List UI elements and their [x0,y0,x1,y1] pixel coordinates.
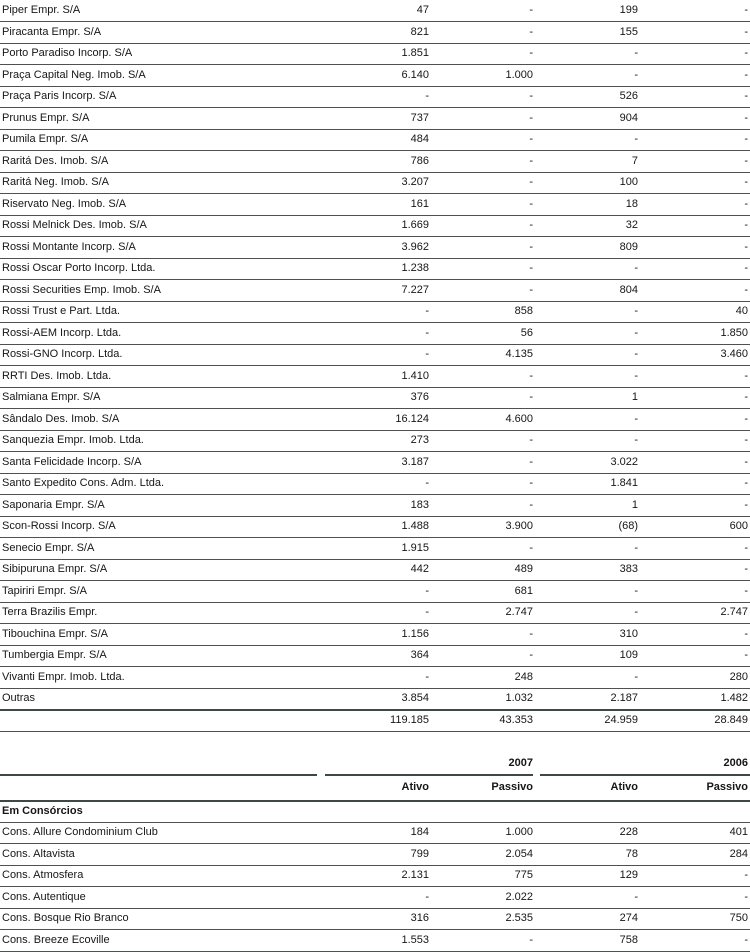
passivo-2006-cell: - [638,237,750,259]
company-name-cell: Vivanti Empr. Imob. Ltda. [0,667,310,689]
company-name-cell: Riservato Neg. Imob. S/A [0,194,310,216]
passivo-2006-cell: - [638,887,750,909]
passivo-2006-cell: - [638,194,750,216]
company-row [0,323,750,345]
ativo-2006-cell: (68) [533,516,638,538]
passivo-2006-cell: - [638,366,750,388]
ativo-2007-cell: 183 [310,495,429,517]
passivo-2006-cell: 284 [638,844,750,866]
passivo-2006-cell: - [638,452,750,474]
ativo-2006-cell: 7 [533,151,638,173]
company-row [0,172,750,194]
passivo-2007-cell: - [429,495,533,517]
ativo-2007-cell: 47 [310,0,429,22]
ativo-2006-cell: 2.187 [533,688,638,710]
company-name-cell: Sibipuruna Empr. S/A [0,559,310,581]
section-header-row [0,801,750,823]
passivo-2006-cell: - [638,624,750,646]
company-name-cell: Tapiriri Empr. S/A [0,581,310,603]
row-gap [317,887,325,909]
ativo-2006-cell: 274 [540,908,638,930]
passivo-2007-cell: - [429,387,533,409]
row-gap [533,930,540,952]
ativo-2007-cell: 799 [325,844,429,866]
company-row [0,151,750,173]
passivo-2007-cell: - [429,194,533,216]
passivo-2006-cell: 600 [638,516,750,538]
passivo-2006-cell: - [638,215,750,237]
row-gap [317,908,325,930]
ativo-2006-cell: 155 [533,22,638,44]
passivo-2007-cell: - [429,0,533,22]
ativo-2006-cell: 526 [533,86,638,108]
company-row [0,43,750,65]
passivo-2006-cell: - [638,280,750,302]
passivo-2007-cell: - [429,280,533,302]
company-row [0,624,750,646]
passivo-2007-cell: 2.747 [429,602,533,624]
total-passivo-2007: 43.353 [429,710,533,732]
passivo-2007-cell: - [429,366,533,388]
company-name-cell: Sândalo Des. Imob. S/A [0,409,310,431]
passivo-2006-cell: 280 [638,667,750,689]
passivo-2007-cell: 4.600 [429,409,533,431]
ativo-2007-cell: 821 [310,22,429,44]
passivo-2007-cell: - [429,129,533,151]
ativo-2006-cell: - [533,65,638,87]
passivo-2007-cell: 858 [429,301,533,323]
company-name-cell: Rossi Securities Emp. Imob. S/A [0,280,310,302]
passivo-2006-cell: - [638,495,750,517]
consortium-name-cell: Cons. Breeze Ecoville [0,930,317,952]
header-gap [533,775,540,801]
company-name-cell: Saponaria Empr. S/A [0,495,310,517]
passivo-2007-cell: - [429,172,533,194]
ativo-2007-cell: - [310,344,429,366]
passivo-2007-cell: 1.000 [429,65,533,87]
company-row [0,108,750,130]
ativo-2006-cell: 804 [533,280,638,302]
company-name-cell: Senecio Empr. S/A [0,538,310,560]
company-name-cell: Terra Brazilis Empr. [0,602,310,624]
consortium-row [0,822,750,844]
ativo-2007-cell: - [310,323,429,345]
ativo-2006-cell: 1 [533,495,638,517]
ativo-2007-cell: 737 [310,108,429,130]
passivo-2007-cell: - [429,430,533,452]
row-gap [533,865,540,887]
company-row [0,495,750,517]
passivo-2007-cell: 1.032 [429,688,533,710]
ativo-2007-cell: 16.124 [310,409,429,431]
company-name-cell: Santo Expedito Cons. Adm. Ltda. [0,473,310,495]
ativo-2007-cell: 2.131 [325,865,429,887]
company-row [0,0,750,22]
ativo-2006-cell: 228 [540,822,638,844]
ativo-2007-cell: - [310,473,429,495]
passivo-2006-cell: - [638,172,750,194]
passivo-2007-cell: - [429,645,533,667]
passivo-2006-cell: 1.850 [638,323,750,345]
row-gap [533,908,540,930]
company-row [0,65,750,87]
header-gap [317,775,325,801]
ativo-2006-cell: - [533,258,638,280]
company-row [0,301,750,323]
passivo-2006-cell: 1.482 [638,688,750,710]
ativo-2006-cell: - [533,667,638,689]
company-name-cell: Rossi Trust e Part. Ltda. [0,301,310,323]
ativo-2007-cell: 484 [310,129,429,151]
ativo-2006-cell: - [533,409,638,431]
passivo-2006-cell: - [638,129,750,151]
ativo-2006-cell: 758 [540,930,638,952]
company-row [0,280,750,302]
passivo-2006-cell: - [638,409,750,431]
table-spacer [0,732,750,753]
row-gap [533,822,540,844]
ativo-2007-cell: 1.915 [310,538,429,560]
company-row [0,366,750,388]
ativo-2006-cell: - [540,887,638,909]
ativo-2006-cell: - [533,323,638,345]
consortium-row [0,865,750,887]
header-gap [533,753,540,775]
company-row [0,22,750,44]
company-name-cell: Rossi Melnick Des. Imob. S/A [0,215,310,237]
company-name-cell: Prunus Empr. S/A [0,108,310,130]
ativo-2006-cell: - [533,430,638,452]
ativo-2007-cell: 3.962 [310,237,429,259]
section-label: Em Consórcios [0,801,750,823]
ativo-2007-cell: 364 [310,645,429,667]
total-passivo-2006: 28.849 [638,710,750,732]
consortiums-table [0,753,750,952]
passivo-2006-cell: - [638,930,750,952]
passivo-2006-cell: - [638,473,750,495]
passivo-2007-cell: - [429,624,533,646]
ativo-2006-cell: 310 [533,624,638,646]
company-row [0,452,750,474]
passivo-2007-header: Passivo [429,775,533,801]
passivo-2007-cell: - [429,43,533,65]
passivo-2006-cell: - [638,645,750,667]
company-row [0,86,750,108]
passivo-2006-cell: - [638,430,750,452]
consortium-row [0,844,750,866]
passivo-2007-cell: - [429,22,533,44]
passivo-2007-cell: 4.135 [429,344,533,366]
ativo-2006-cell: 904 [533,108,638,130]
passivo-2006-cell: - [638,65,750,87]
ativo-2007-cell: - [310,581,429,603]
passivo-2007-cell: - [429,473,533,495]
ativo-2007-cell: 3.854 [310,688,429,710]
ativo-2006-cell: 1 [533,387,638,409]
ativo-2007-cell: 1.238 [310,258,429,280]
company-row [0,688,750,710]
passivo-2007-cell: - [429,237,533,259]
company-row [0,258,750,280]
ativo-2007-cell: - [310,301,429,323]
passivo-2006-cell: - [638,258,750,280]
passivo-2006-cell: - [638,151,750,173]
passivo-2006-cell: - [638,559,750,581]
ativo-2007-cell: 316 [325,908,429,930]
ativo-2007-header: Ativo [325,775,429,801]
company-name-cell: Rossi Oscar Porto Incorp. Ltda. [0,258,310,280]
company-name-cell: Praça Paris Incorp. S/A [0,86,310,108]
company-row [0,602,750,624]
passivo-2007-cell: - [429,930,533,952]
consortium-row [0,908,750,930]
passivo-2007-cell: - [429,452,533,474]
company-row [0,237,750,259]
year-header-label-cell [0,753,317,775]
ativo-2006-header: Ativo [540,775,638,801]
ativo-2007-cell: 3.187 [310,452,429,474]
passivo-2007-cell: 2.022 [429,887,533,909]
passivo-2007-cell: 1.000 [429,822,533,844]
ativo-2006-cell: 129 [540,865,638,887]
passivo-2006-cell: 2.747 [638,602,750,624]
company-name-cell: Tibouchina Empr. S/A [0,624,310,646]
ativo-2006-cell: - [533,43,638,65]
ativo-2007-cell: 1.851 [310,43,429,65]
ativo-2007-cell: 7.227 [310,280,429,302]
passivo-2006-cell: - [638,0,750,22]
ativo-2007-cell: 184 [325,822,429,844]
ativo-2006-cell: 809 [533,237,638,259]
consortium-name-cell: Cons. Atmosfera [0,865,317,887]
year-2006-header: 2006 [540,753,750,775]
ativo-2006-cell: 100 [533,172,638,194]
ativo-2006-cell: 383 [533,559,638,581]
column-header-row [0,775,750,801]
ativo-2007-cell: - [310,86,429,108]
company-row [0,559,750,581]
consortium-row [0,887,750,909]
ativo-2007-cell: 1.669 [310,215,429,237]
company-name-cell: Praça Capital Neg. Imob. S/A [0,65,310,87]
company-name-cell: Tumbergia Empr. S/A [0,645,310,667]
column-header-label-cell [0,775,317,801]
ativo-2007-cell: 3.207 [310,172,429,194]
passivo-2007-cell: 56 [429,323,533,345]
company-row [0,538,750,560]
ativo-2006-cell: - [533,581,638,603]
ativo-2007-cell: 273 [310,430,429,452]
ativo-2007-cell: - [310,602,429,624]
passivo-2006-cell: 3.460 [638,344,750,366]
ativo-2006-cell: 109 [533,645,638,667]
ativo-2007-cell: 1.553 [325,930,429,952]
passivo-2006-cell: - [638,108,750,130]
ativo-2006-cell: - [533,602,638,624]
passivo-2007-cell: - [429,258,533,280]
ativo-2006-cell: 18 [533,194,638,216]
ativo-2006-cell: - [533,301,638,323]
row-gap [317,822,325,844]
company-row [0,194,750,216]
ativo-2006-cell: 78 [540,844,638,866]
passivo-2006-cell: - [638,581,750,603]
ativo-2007-cell: 6.140 [310,65,429,87]
company-name-cell: Pumila Empr. S/A [0,129,310,151]
total-ativo-2006: 24.959 [533,710,638,732]
company-name-cell: Sanquezia Empr. Imob. Ltda. [0,430,310,452]
company-name-cell: Salmiana Empr. S/A [0,387,310,409]
ativo-2006-cell: 32 [533,215,638,237]
company-row [0,581,750,603]
row-gap [533,887,540,909]
company-row [0,516,750,538]
passivo-2007-cell: 489 [429,559,533,581]
company-name-cell: Santa Felicidade Incorp. S/A [0,452,310,474]
company-name-cell: Raritá Des. Imob. S/A [0,151,310,173]
year-header-row [0,753,750,775]
passivo-2006-header: Passivo [638,775,750,801]
company-row [0,344,750,366]
ativo-2007-cell: 1.410 [310,366,429,388]
totals-row [0,710,750,732]
passivo-2007-cell: - [429,151,533,173]
ativo-2006-cell: 1.841 [533,473,638,495]
ativo-2007-cell: - [325,887,429,909]
ativo-2006-cell: 199 [533,0,638,22]
ativo-2006-cell: - [533,538,638,560]
totals-label-cell [0,710,310,732]
passivo-2006-cell: 401 [638,822,750,844]
ativo-2007-cell: 161 [310,194,429,216]
company-row [0,645,750,667]
company-row [0,667,750,689]
passivo-2007-cell: - [429,215,533,237]
ativo-2007-cell: 1.156 [310,624,429,646]
company-name-cell: Rossi-GNO Incorp. Ltda. [0,344,310,366]
company-name-cell: RRTI Des. Imob. Ltda. [0,366,310,388]
company-name-cell: Piracanta Empr. S/A [0,22,310,44]
ativo-2007-cell: 1.488 [310,516,429,538]
ativo-2007-cell: 786 [310,151,429,173]
consortium-name-cell: Cons. Autentique [0,887,317,909]
header-gap [317,753,325,775]
passivo-2006-cell: - [638,86,750,108]
row-gap [317,930,325,952]
company-row [0,387,750,409]
company-row [0,430,750,452]
total-ativo-2007: 119.185 [310,710,429,732]
passivo-2007-cell: 775 [429,865,533,887]
passivo-2006-cell: - [638,43,750,65]
consortium-name-cell: Cons. Altavista [0,844,317,866]
company-row [0,215,750,237]
passivo-2007-cell: 3.900 [429,516,533,538]
passivo-2006-cell: 40 [638,301,750,323]
passivo-2006-cell: - [638,538,750,560]
company-name-cell: Porto Paradiso Incorp. S/A [0,43,310,65]
passivo-2007-cell: 681 [429,581,533,603]
row-gap [533,844,540,866]
row-gap [317,865,325,887]
row-gap [317,844,325,866]
passivo-2006-cell: - [638,865,750,887]
consortium-row [0,930,750,952]
company-name-cell: Rossi Montante Incorp. S/A [0,237,310,259]
company-row [0,409,750,431]
passivo-2006-cell: - [638,22,750,44]
ativo-2006-cell: - [533,366,638,388]
passivo-2006-cell: - [638,387,750,409]
company-name-cell: Rossi-AEM Incorp. Ltda. [0,323,310,345]
company-name-cell: Outras [0,688,310,710]
passivo-2007-cell: 2.535 [429,908,533,930]
passivo-2007-cell: - [429,108,533,130]
passivo-2007-cell: - [429,86,533,108]
ativo-2006-cell: 3.022 [533,452,638,474]
ativo-2007-cell: - [310,667,429,689]
consortium-name-cell: Cons. Allure Condominium Club [0,822,317,844]
company-row [0,129,750,151]
ativo-2006-cell: - [533,344,638,366]
consortium-name-cell: Cons. Bosque Rio Branco [0,908,317,930]
company-name-cell: Piper Empr. S/A [0,0,310,22]
ativo-2007-cell: 376 [310,387,429,409]
ativo-2007-cell: 442 [310,559,429,581]
company-name-cell: Raritá Neg. Imob. S/A [0,172,310,194]
passivo-2007-cell: 2.054 [429,844,533,866]
year-2007-header: 2007 [325,753,533,775]
company-row [0,473,750,495]
passivo-2007-cell: 248 [429,667,533,689]
company-name-cell: Scon-Rossi Incorp. S/A [0,516,310,538]
passivo-2006-cell: 750 [638,908,750,930]
passivo-2007-cell: - [429,538,533,560]
ativo-2006-cell: - [533,129,638,151]
